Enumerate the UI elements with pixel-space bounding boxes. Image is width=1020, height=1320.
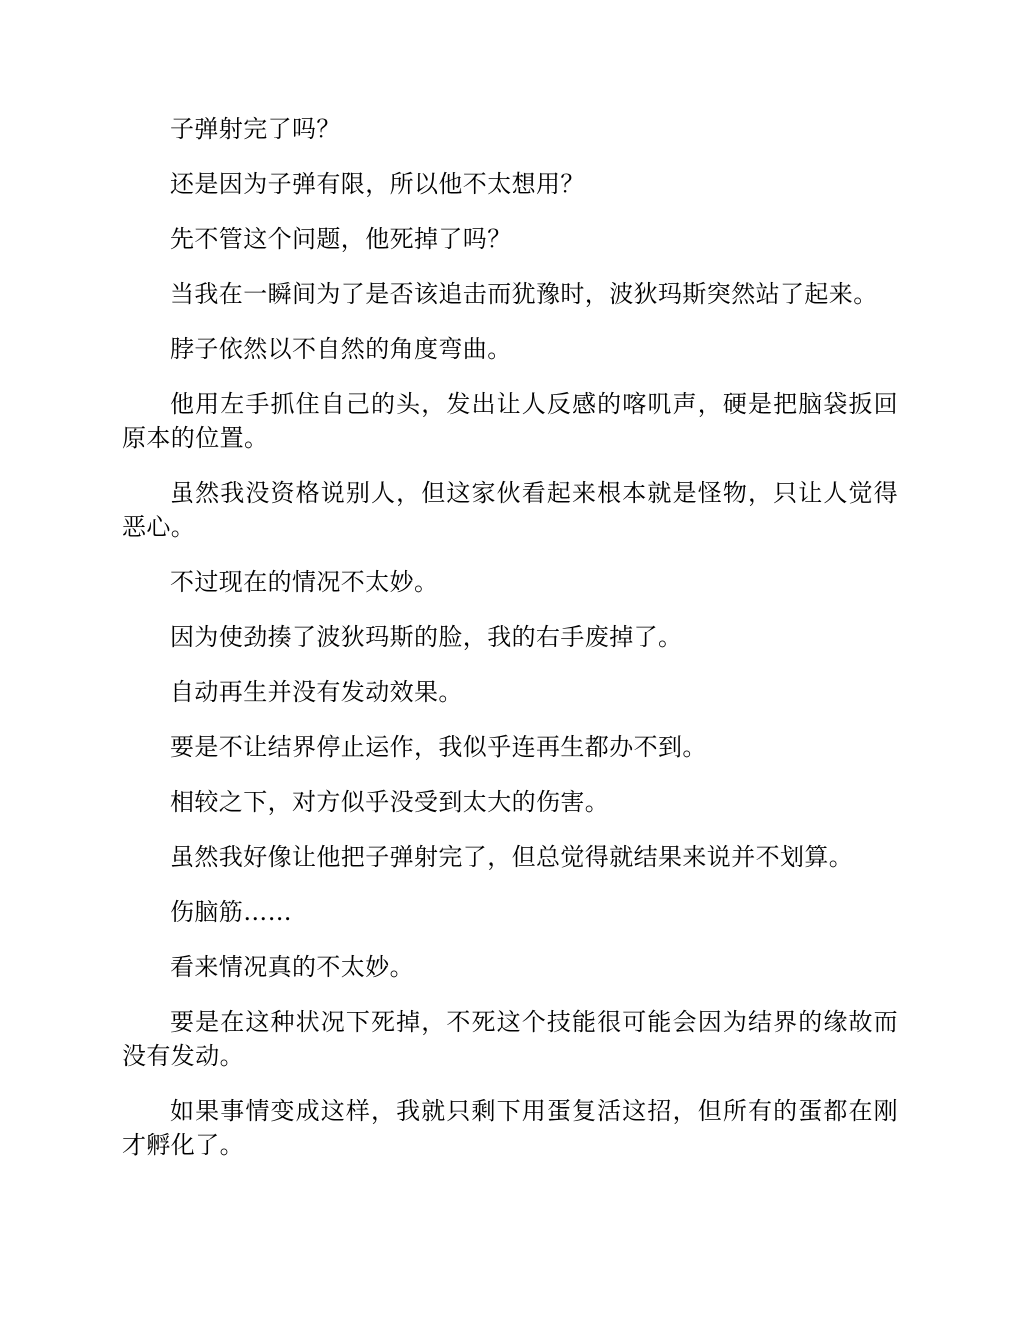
paragraph: 子弹射完了吗？	[170, 115, 341, 143]
text-body	[122, 112, 898, 1183]
paragraph: 当我在一瞬间为了是否该追击而犹豫时，波狄玛斯突然站了起来。	[170, 280, 878, 308]
paragraph: 相较之下，对方似乎没受到太大的伤害。	[170, 788, 610, 816]
paragraph: 自动再生并没有发动效果。	[170, 678, 463, 706]
paragraph: 虽然我好像让他把子弹射完了，但总觉得就结果来说并不划算。	[170, 843, 854, 871]
paragraph: 他用左手抓住自己的头，发出让人反感的喀叽声，硬是把脑袋扳回原本的位置。	[122, 390, 898, 452]
paragraph: 还是因为子弹有限，所以他不太想用？	[170, 170, 585, 198]
paragraph: 要是在这种状况下死掉，不死这个技能很可能会因为结界的缘故而没有发动。	[122, 1008, 898, 1070]
paragraph: 因为使劲揍了波狄玛斯的脸，我的右手废掉了。	[170, 623, 683, 651]
paragraph: 如果事情变成这样，我就只剩下用蛋复活这招，但所有的蛋都在刚才孵化了。	[122, 1097, 898, 1159]
paragraph: 伤脑筋……	[170, 898, 292, 926]
paragraph: 看来情况真的不太妙。	[170, 953, 414, 981]
paragraph: 不过现在的情况不太妙。	[170, 568, 439, 596]
paragraph: 先不管这个问题，他死掉了吗？	[170, 225, 512, 253]
paragraph: 脖子依然以不自然的角度弯曲。	[170, 335, 512, 363]
paragraph: 要是不让结界停止运作，我似乎连再生都办不到。	[170, 733, 707, 761]
paragraph: 虽然我没资格说别人，但这家伙看起来根本就是怪物，只让人觉得恶心。	[122, 479, 898, 541]
